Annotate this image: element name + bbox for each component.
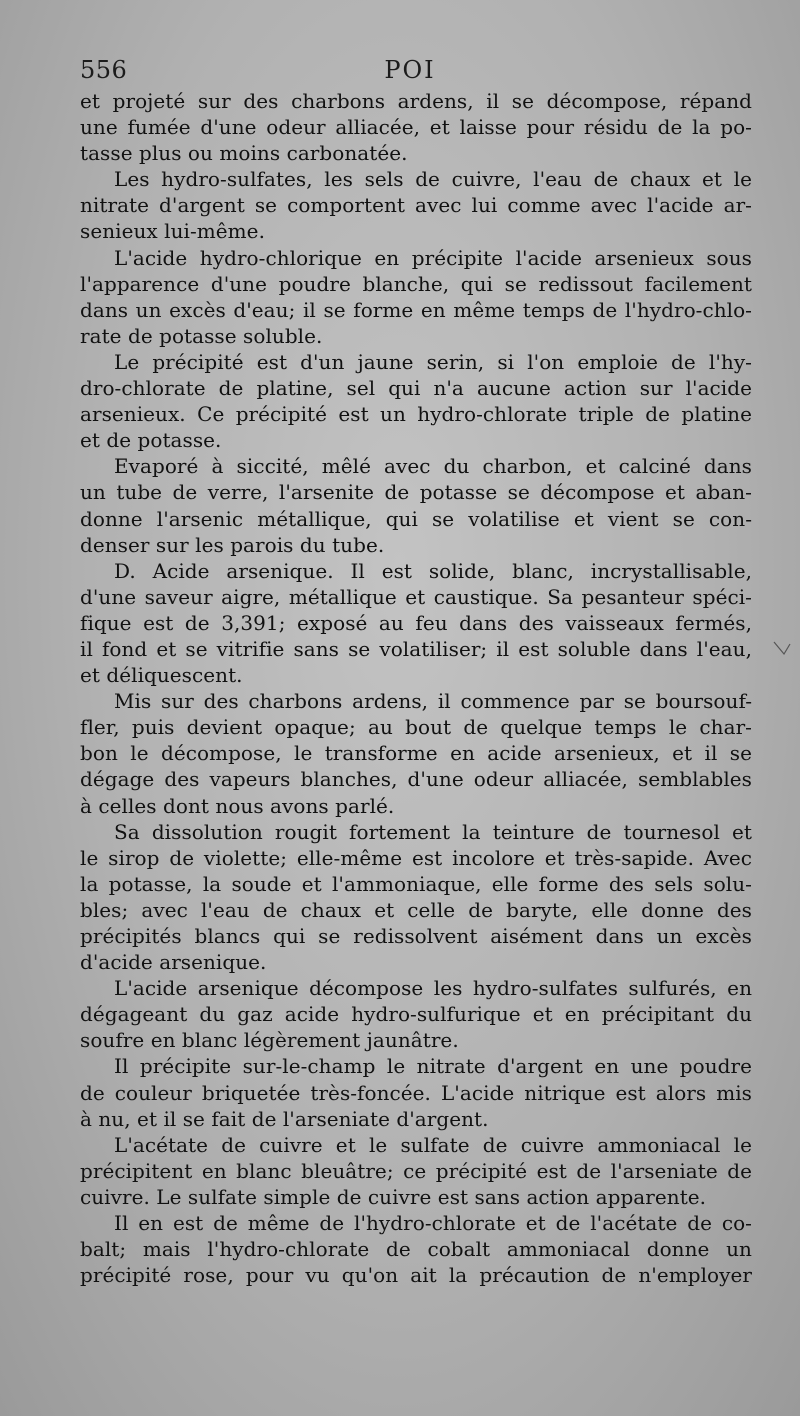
text-line: nitrate d'argent se comportent avec lui comme avec l'acide ar- bbox=[80, 193, 752, 218]
text-line: de couleur briquetée très-foncée. L'acide nitrique est alors mis bbox=[80, 1080, 752, 1105]
text-line: à celles dont nous avons parlé. bbox=[80, 793, 395, 818]
text-line: Evaporé à siccité, mêlé avec du charbon, et calciné dans bbox=[114, 454, 752, 479]
text-line: bles; avec l'eau de chaux et celle de baryte, elle donne des bbox=[80, 897, 752, 922]
text-line: Sa dissolution rougit fortement la teinture de tournesol et bbox=[114, 819, 752, 844]
text-line: et déliquescent. bbox=[80, 663, 243, 688]
running-head: POI bbox=[384, 56, 436, 84]
text-line: une fumée d'une odeur alliacée, et laisse pour résidu de la po- bbox=[80, 115, 752, 140]
text-line: donne l'arsenic métallique, qui se volatilise et vient se con- bbox=[80, 506, 752, 531]
text-line: soufre en blanc légèrement jaunâtre. bbox=[80, 1028, 459, 1053]
text-line: il fond et se vitrifie sans se volatiliser; il est soluble dans l'eau, bbox=[80, 636, 752, 661]
text-line: dégage des vapeurs blanches, d'une odeur alliacée, semblables bbox=[80, 767, 752, 792]
text-line: dans un excès d'eau; il se forme en même temps de l'hydro-chlo- bbox=[80, 297, 752, 322]
text-line: bon le décompose, le transforme en acide arsenieux, et il se bbox=[80, 741, 752, 766]
text-line: rate de potasse soluble. bbox=[80, 323, 323, 348]
text-line: précipitent en blanc bleuâtre; ce précipité est de l'arseniate de bbox=[80, 1158, 752, 1183]
text-line: L'acétate de cuivre et le sulfate de cuivre ammoniacal le bbox=[114, 1132, 752, 1157]
text-line: L'acide arsenique décompose les hydro-sulfates sulfurés, en bbox=[114, 976, 752, 1001]
text-line: senieux lui-même. bbox=[80, 219, 265, 244]
text-line: à nu, et il se fait de l'arseniate d'argent. bbox=[80, 1106, 489, 1131]
text-line: Les hydro-sulfates, les sels de cuivre, l'eau de chaux et le bbox=[114, 167, 752, 192]
text-line: la potasse, la soude et l'ammoniaque, elle forme des sels solu- bbox=[80, 871, 752, 896]
text-line: précipités blancs qui se redissolvent aisément dans un excès bbox=[80, 924, 752, 948]
page-number: 556 bbox=[80, 56, 128, 84]
margin-pencil-mark bbox=[772, 640, 792, 664]
text-line: le sirop de violette; elle-même est incolore et très-sapide. Avec bbox=[80, 845, 752, 870]
text-line: Il précipite sur-le-champ le nitrate d'argent en une poudre bbox=[114, 1054, 752, 1079]
text-line: d'une saveur aigre, métallique et caustique. Sa pesanteur spéci- bbox=[80, 584, 752, 609]
text-line: Mis sur des charbons ardens, il commence par se boursouf- bbox=[114, 689, 752, 714]
text-line: précipité rose, pour vu qu'on ait la précaution de n'employer bbox=[80, 1263, 752, 1288]
text-line: tasse plus ou moins carbonatée. bbox=[80, 141, 408, 166]
page-header bbox=[80, 56, 740, 86]
text-line: dro-chlorate de platine, sel qui n'a aucune action sur l'acide bbox=[80, 376, 752, 401]
text-line: fique est de 3,391; exposé au feu dans des vaisseaux fermés, bbox=[80, 610, 752, 635]
text-line: cuivre. Le sulfate simple de cuivre est sans action apparente. bbox=[80, 1184, 707, 1209]
text-line: arsenieux. Ce précipité est un hydro-chlorate triple de platine bbox=[80, 402, 752, 427]
text-line: d'acide arsenique. bbox=[80, 950, 267, 975]
text-line: D. Acide arsenique. Il est solide, blanc, incrystallisable, bbox=[114, 558, 752, 583]
text-line: Il en est de même de l'hydro-chlorate et de l'acétate de co- bbox=[114, 1211, 752, 1236]
text-line: dégageant du gaz acide hydro-sulfurique et en précipitant du bbox=[80, 1002, 752, 1027]
text-line: fler, puis devient opaque; au bout de quelque temps le char- bbox=[80, 715, 752, 740]
text-line: balt; mais l'hydro-chlorate de cobalt ammoniacal donne un bbox=[80, 1237, 752, 1262]
text-line: et de potasse. bbox=[80, 428, 222, 453]
text-line: l'apparence d'une poudre blanche, qui se redissout facilement bbox=[80, 271, 752, 296]
text-line: et projeté sur des charbons ardens, il se décompose, répand bbox=[80, 89, 752, 113]
text-line: un tube de verre, l'arsenite de potasse se décompose et aban- bbox=[80, 480, 752, 505]
text-line: denser sur les parois du tube. bbox=[80, 532, 385, 557]
text-line: L'acide hydro-chlorique en précipite l'acide arsenieux sous bbox=[114, 245, 752, 270]
text-line: Le précipité est d'un jaune serin, si l'on emploie de l'hy- bbox=[114, 349, 752, 374]
body-text bbox=[80, 88, 752, 1288]
